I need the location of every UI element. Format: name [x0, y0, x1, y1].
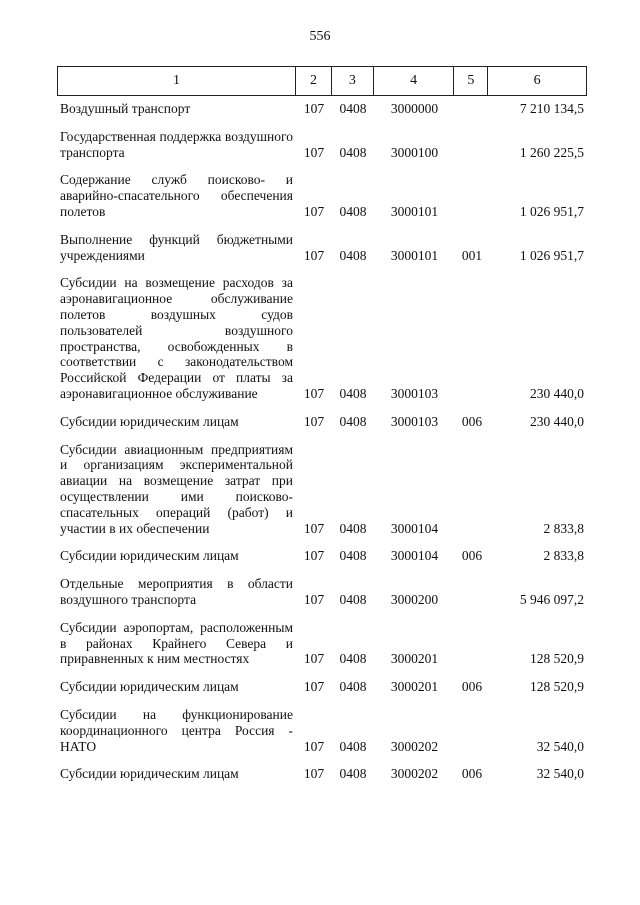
table-row [57, 679, 587, 695]
row-amount: 32 540,0 [536, 738, 584, 754]
row-amount: 128 520,9 [530, 679, 584, 695]
row-col4: 3000103 [390, 385, 439, 401]
table-row [57, 442, 587, 537]
row-name: Выполнение функций бюджетными учреждениями [60, 231, 293, 263]
row-col2: 107 [303, 413, 325, 429]
row-name: Воздушный транспорт [60, 101, 191, 116]
row-col4: 3000201 [390, 679, 439, 695]
column-header-4: 4 [374, 67, 455, 95]
row-col4: 3000103 [390, 413, 439, 429]
row-name: Отдельные мероприятия в области воздушного транспорта [60, 576, 293, 607]
row-amount: 230 440,0 [530, 385, 584, 401]
table-row [57, 548, 587, 564]
row-col4: 3000104 [390, 548, 439, 564]
row-col3: 0408 [339, 144, 367, 160]
row-col3: 0408 [339, 520, 367, 536]
row-name: Субсидии авиационным предприятиям и организациям экспериментальной авиации на возмещение затрат при осуществлении ими поисково-спасательных операций (работ) и участии в их обеспечении [60, 441, 293, 536]
row-amount: 2 833,8 [543, 548, 584, 564]
row-name: Субсидии юридическим лицам [60, 548, 239, 564]
row-amount: 7 210 134,5 [519, 101, 584, 116]
row-amount: 1 260 225,5 [519, 144, 584, 160]
table-header [57, 66, 587, 96]
row-col5: 006 [461, 766, 483, 782]
column-header-6: 6 [533, 73, 541, 88]
row-col4: 3000101 [390, 247, 439, 263]
row-col5: 001 [461, 247, 483, 263]
column-header-3: 3 [332, 67, 374, 95]
row-col2: 107 [303, 520, 325, 536]
table-row [57, 620, 587, 667]
row-col2: 107 [303, 203, 325, 219]
column-header-1: 1 [58, 67, 296, 95]
row-amount: 5 946 097,2 [519, 591, 584, 607]
row-col5: 006 [461, 548, 483, 564]
table-row [57, 707, 587, 754]
table-row [57, 275, 587, 401]
row-col4: 3000200 [390, 591, 439, 607]
row-col3: 0408 [339, 413, 367, 429]
row-col3: 0408 [339, 101, 367, 116]
table-row [57, 576, 587, 608]
row-col3: 0408 [339, 385, 367, 401]
row-col2: 107 [303, 385, 325, 401]
budget-table-body [57, 96, 587, 782]
row-col2: 107 [303, 766, 325, 782]
row-amount: 32 540,0 [536, 766, 584, 782]
table-row [57, 414, 587, 430]
row-col4: 3000202 [390, 738, 439, 754]
row-col2: 107 [303, 101, 325, 116]
row-amount: 1 026 951,7 [519, 203, 584, 219]
row-name: Содержание служб поисково- и аварийно-спасательного обеспечения полетов [60, 172, 293, 219]
row-col3: 0408 [339, 738, 367, 754]
row-col4: 3000000 [390, 101, 439, 116]
row-col3: 0408 [339, 247, 367, 263]
table-row [57, 232, 587, 264]
row-col2: 107 [303, 548, 325, 564]
table-row [57, 129, 587, 161]
row-col2: 107 [303, 651, 325, 667]
row-name: Субсидии юридическим лицам [60, 766, 239, 782]
table-row [57, 172, 587, 219]
row-col5: 006 [461, 679, 483, 695]
row-amount: 230 440,0 [530, 413, 584, 429]
row-col5: 006 [461, 413, 483, 429]
column-header-5: 5 [454, 67, 488, 95]
row-col3: 0408 [339, 651, 367, 667]
row-col3: 0408 [339, 766, 367, 782]
table-row [57, 766, 587, 782]
row-col4: 3000201 [390, 651, 439, 667]
row-col3: 0408 [339, 679, 367, 695]
row-name: Субсидии на функционирование координационного центра Россия - НАТО [60, 706, 293, 754]
row-name: Государственная поддержка воздушного транспорта [60, 128, 293, 160]
row-col4: 3000202 [390, 766, 439, 782]
row-name: Субсидии юридическим лицам [60, 679, 239, 695]
row-amount: 128 520,9 [530, 651, 584, 667]
row-col2: 107 [303, 591, 325, 607]
column-header-2: 2 [296, 67, 332, 95]
row-col2: 107 [303, 144, 325, 160]
row-col2: 107 [303, 247, 325, 263]
row-col2: 107 [303, 738, 325, 754]
row-amount: 1 026 951,7 [519, 247, 584, 263]
row-col4: 3000100 [390, 144, 439, 160]
row-amount: 2 833,8 [543, 520, 584, 536]
row-name: Субсидии аэропортам, расположенным в районах Крайнего Севера и приравненных к ним местностях [60, 619, 293, 667]
row-col4: 3000101 [390, 203, 439, 219]
table-row [57, 101, 587, 117]
row-col2: 107 [303, 679, 325, 695]
row-col4: 3000104 [390, 520, 439, 536]
row-col3: 0408 [339, 548, 367, 564]
row-name: Субсидии на возмещение расходов за аэронавигационное обслуживание полетов воздушных судов пользователей воздушного пространства, освобожденных в соответствии с законодательством Российской Федерации от платы за аэронавигационное обслуживание [60, 275, 293, 401]
row-name: Субсидии юридическим лицам [60, 413, 239, 429]
row-col3: 0408 [339, 591, 367, 607]
page-number: 556 [309, 29, 331, 44]
row-col3: 0408 [339, 203, 367, 219]
